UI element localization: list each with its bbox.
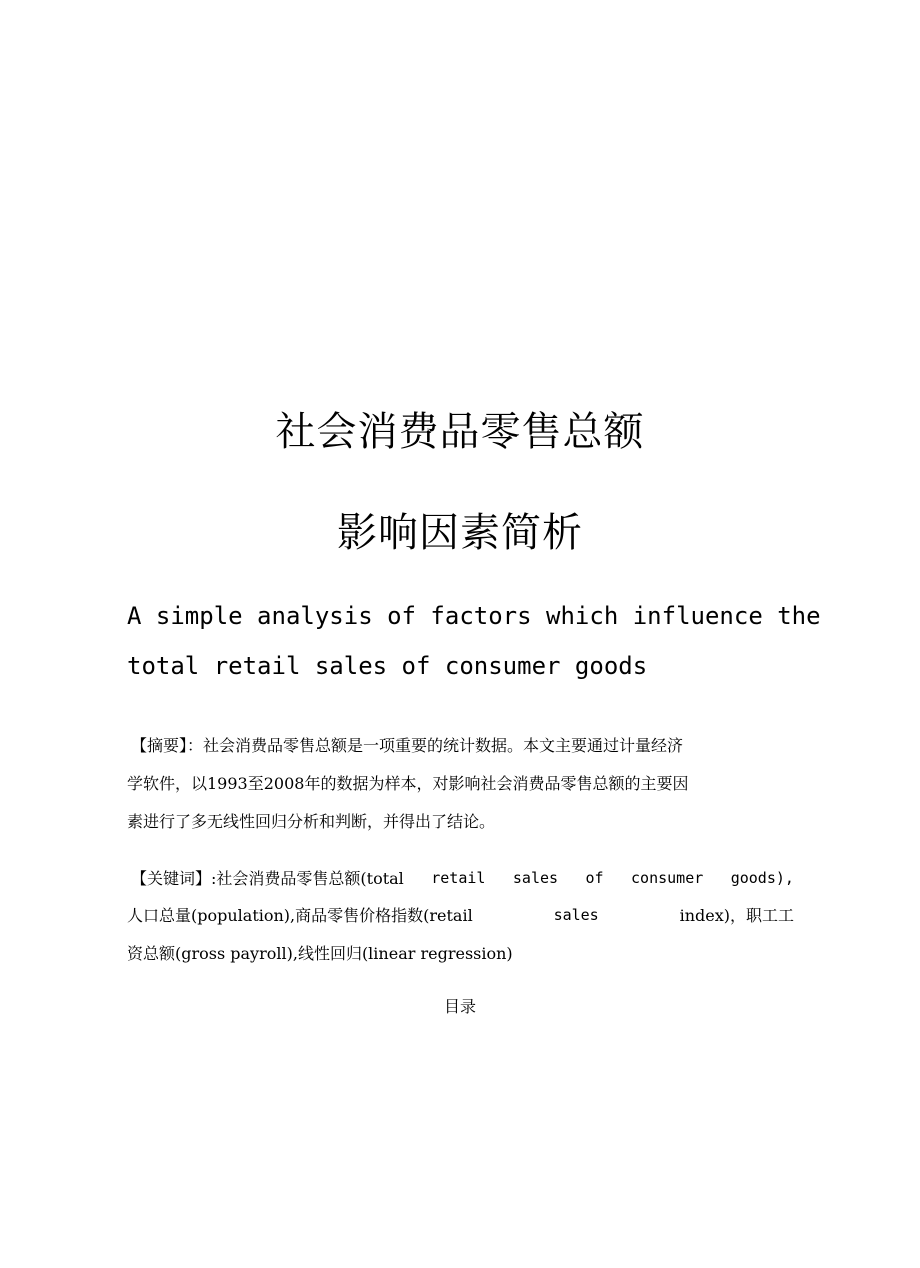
abstract-line-3: 素进行了多无线性回归分析和判断，并得出了结论。 — [127, 812, 496, 831]
abstract-line-2: 学软件，以1993至2008年的数据为样本，对影响社会消费品零售总额的主要因 — [127, 774, 689, 793]
english-title-line-2: total retail sales of consumer goods — [127, 652, 648, 680]
keywords-line-2-part: index)，职工工 — [679, 906, 794, 925]
keywords-line-1-part: goods), — [730, 869, 794, 887]
keywords-line-1-part: 【关键词】:社会消费品零售总额(total — [131, 869, 404, 888]
keywords-line-2 — [127, 908, 794, 924]
keywords-line-1-part: of — [585, 869, 604, 887]
keywords-line-2-part: 人口总量(population),商品零售价格指数(retail — [127, 906, 473, 925]
keywords-line-1 — [131, 871, 794, 887]
chinese-title-line-2: 影响因素简析 — [337, 510, 583, 556]
table-of-contents-heading: 目录 — [443, 997, 476, 1016]
chinese-title-line-1: 社会消费品零售总额 — [275, 409, 645, 455]
keywords-line-1-part: retail — [431, 869, 486, 887]
keywords-line-1-part: consumer — [631, 869, 704, 887]
keywords-line-2-part: sales — [553, 906, 599, 924]
keywords-line-3: 资总额(gross payroll),线性回归(linear regression) — [127, 944, 513, 963]
keywords-line-1-part: sales — [512, 869, 559, 887]
english-title-line-1: A simple analysis of factors which influence the — [127, 602, 821, 630]
abstract-line-1: 【摘要】：社会消费品零售总额是一项重要的统计数据。本文主要通过计量经济 — [131, 736, 684, 755]
